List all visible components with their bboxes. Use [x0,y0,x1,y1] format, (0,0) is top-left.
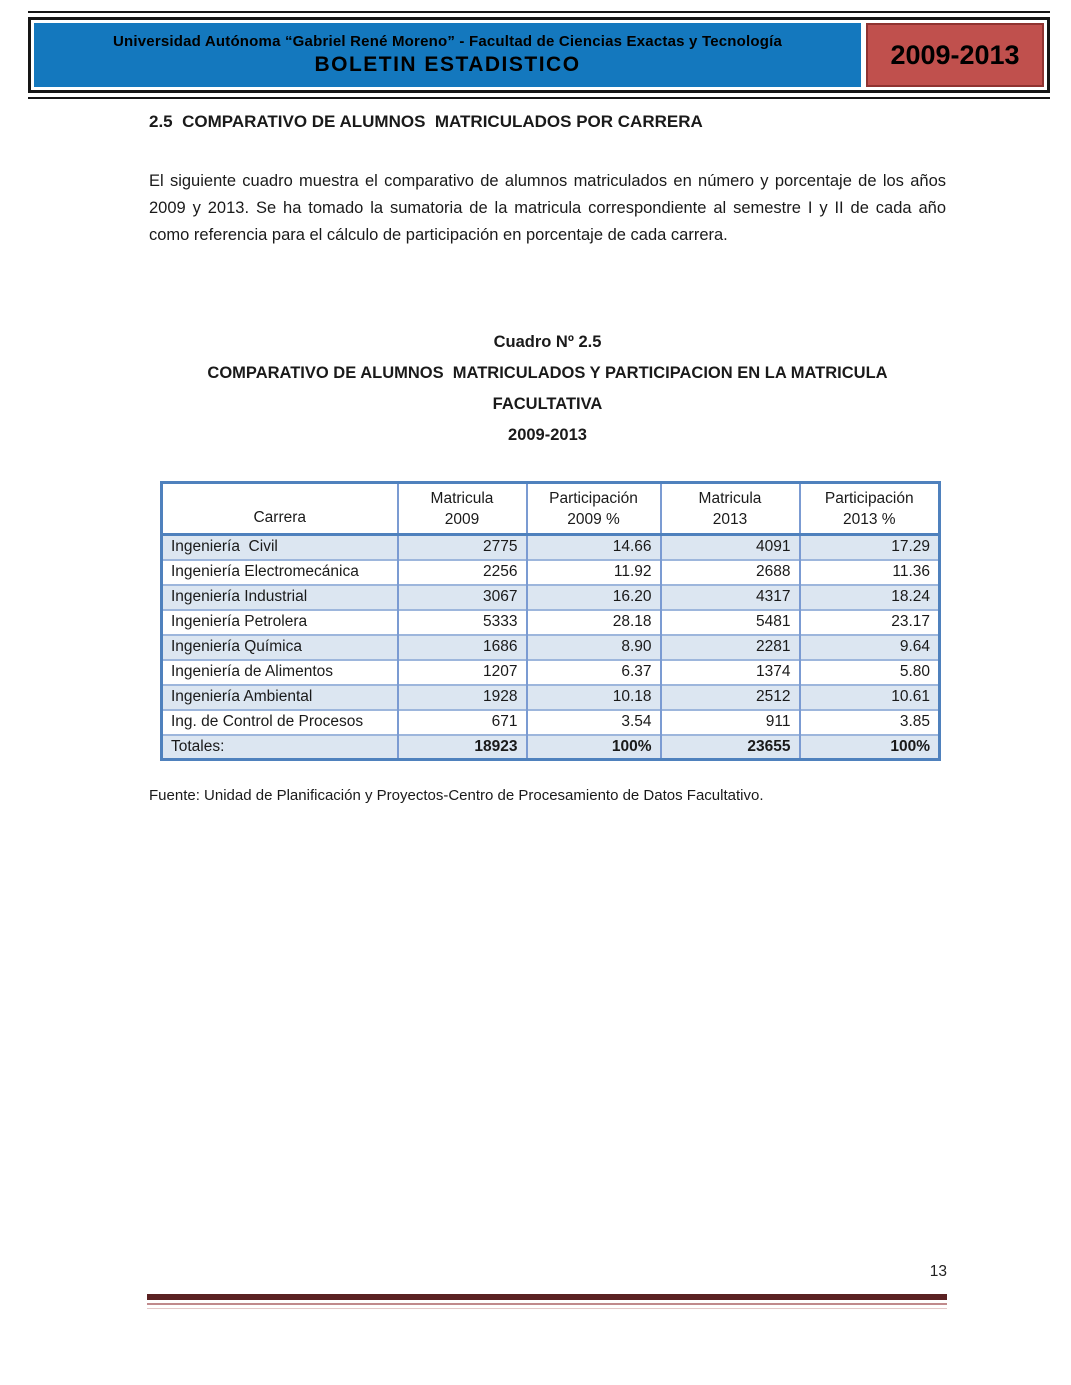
matricula-2009-cell: 1207 [398,660,527,685]
participacion-2009-cell: 28.18 [527,610,661,635]
matricula-2013-cell: 911 [661,710,800,735]
carrera-cell: Ingeniería Química [162,635,398,660]
banner-top-rule [28,11,1050,13]
header-matricula-2009-line1: Matricula [430,489,494,507]
matricula-2009-cell: 5333 [398,610,527,635]
footer-thin-rule [147,1303,947,1305]
section-heading: 2.5 COMPARATIVO DE ALUMNOS MATRICULADOS POR CARRERA [149,112,703,131]
header-participacion-2013-line1: Participación [824,489,914,507]
table-row [162,685,940,710]
header-participacion-2013-line2: 2013 % [842,510,896,528]
participacion-2009-cell: 11.92 [527,560,661,585]
header-row [162,483,940,535]
totals-matricula-2009: 18923 [398,735,527,760]
banner-blue-panel [34,23,861,87]
participacion-2009-cell: 8.90 [527,635,661,660]
matricula-2013-cell: 4091 [661,535,800,560]
matricula-2009-cell: 1686 [398,635,527,660]
totals-label: Totales: [162,735,398,760]
totals-matricula-2013: 23655 [661,735,800,760]
participacion-2013-cell: 3.85 [800,710,940,735]
source-note: Fuente: Unidad de Planificación y Proyectos-Centro de Procesamiento de Datos Facultativo. [149,787,764,804]
matricula-2009-cell: 2775 [398,535,527,560]
table-row [162,660,940,685]
table-title-number: Cuadro Nº 2.5 [493,333,602,351]
banner [28,17,1050,93]
header-carrera: Carrera [162,483,398,535]
header-matricula-2013 [661,483,800,535]
table-row [162,710,940,735]
participacion-2013-cell: 5.80 [800,660,940,685]
matricula-2013-cell: 2512 [661,685,800,710]
carrera-cell: Ingeniería de Alimentos [162,660,398,685]
footer-hairline-rule [147,1308,947,1309]
totals-participacion-2013: 100% [800,735,940,760]
footer-thick-rule [147,1294,947,1300]
bulletin-title: BOLETIN ESTADISTICO [314,53,581,76]
carrera-cell: Ingeniería Ambiental [162,685,398,710]
matricula-2009-cell: 3067 [398,585,527,610]
carrera-cell: Ingeniería Civil [162,535,398,560]
participacion-2013-cell: 10.61 [800,685,940,710]
banner-bottom-rule [28,97,1050,99]
carrera-cell: Ingeniería Electromecánica [162,560,398,585]
header-matricula-2009-line2: 2009 [444,510,480,528]
matricula-table [160,481,941,761]
matricula-2009-cell: 671 [398,710,527,735]
page-number: 13 [929,1263,947,1280]
table-container [160,481,941,761]
participacion-2009-cell: 16.20 [527,585,661,610]
totals-participacion-2009: 100% [527,735,661,760]
matricula-2013-cell: 5481 [661,610,800,635]
participacion-2013-cell: 23.17 [800,610,940,635]
participacion-2013-cell: 18.24 [800,585,940,610]
carrera-cell: Ingeniería Industrial [162,585,398,610]
header-matricula-2013-line2: 2013 [712,510,748,528]
matricula-2009-cell: 2256 [398,560,527,585]
header-participacion-2009-line1: Participación [549,489,638,507]
matricula-2013-cell: 2281 [661,635,800,660]
header-matricula-2013-line1: Matricula [698,489,762,507]
participacion-2009-cell: 14.66 [527,535,661,560]
table-title-main: COMPARATIVO DE ALUMNOS MATRICULADOS Y PARTICIPACION EN LA MATRICULA [207,364,888,382]
carrera-cell: Ingeniería Petrolera [162,610,398,635]
table-title-block [149,327,946,451]
participacion-2013-cell: 11.36 [800,560,940,585]
table-row [162,610,940,635]
matricula-2013-cell: 4317 [661,585,800,610]
intro-paragraph: El siguiente cuadro muestra el comparativo de alumnos matriculados en número y porcentaje de los años 2009 y 2013. Se ha tomado la sumatoria de la matricula correspondiente al semestre I y II de cada año como referencia para el cálculo de participación en porcentaje de cada carrera. [149,172,946,244]
matricula-2013-cell: 1374 [661,660,800,685]
participacion-2009-cell: 6.37 [527,660,661,685]
matricula-2009-cell: 1928 [398,685,527,710]
table-title-period: 2009-2013 [508,426,587,444]
table-row [162,585,940,610]
header-participacion-2009-line2: 2009 % [567,510,620,528]
participacion-2009-cell: 10.18 [527,685,661,710]
participacion-2009-cell: 3.54 [527,710,661,735]
table-row [162,560,940,585]
totals-row [162,735,940,760]
table-title-sub: FACULTATIVA [492,395,603,413]
period-badge: 2009-2013 [866,23,1044,87]
participacion-2013-cell: 17.29 [800,535,940,560]
header-matricula-2009 [398,483,527,535]
header-participacion-2009 [527,483,661,535]
matricula-2013-cell: 2688 [661,560,800,585]
carrera-cell: Ing. de Control de Procesos [162,710,398,735]
table-row [162,635,940,660]
participacion-2013-cell: 9.64 [800,635,940,660]
university-name: Universidad Autónoma “Gabriel René Moreno” - Facultad de Ciencias Exactas y Tecnología [112,33,783,50]
header-participacion-2013 [800,483,940,535]
table-row [162,535,940,560]
